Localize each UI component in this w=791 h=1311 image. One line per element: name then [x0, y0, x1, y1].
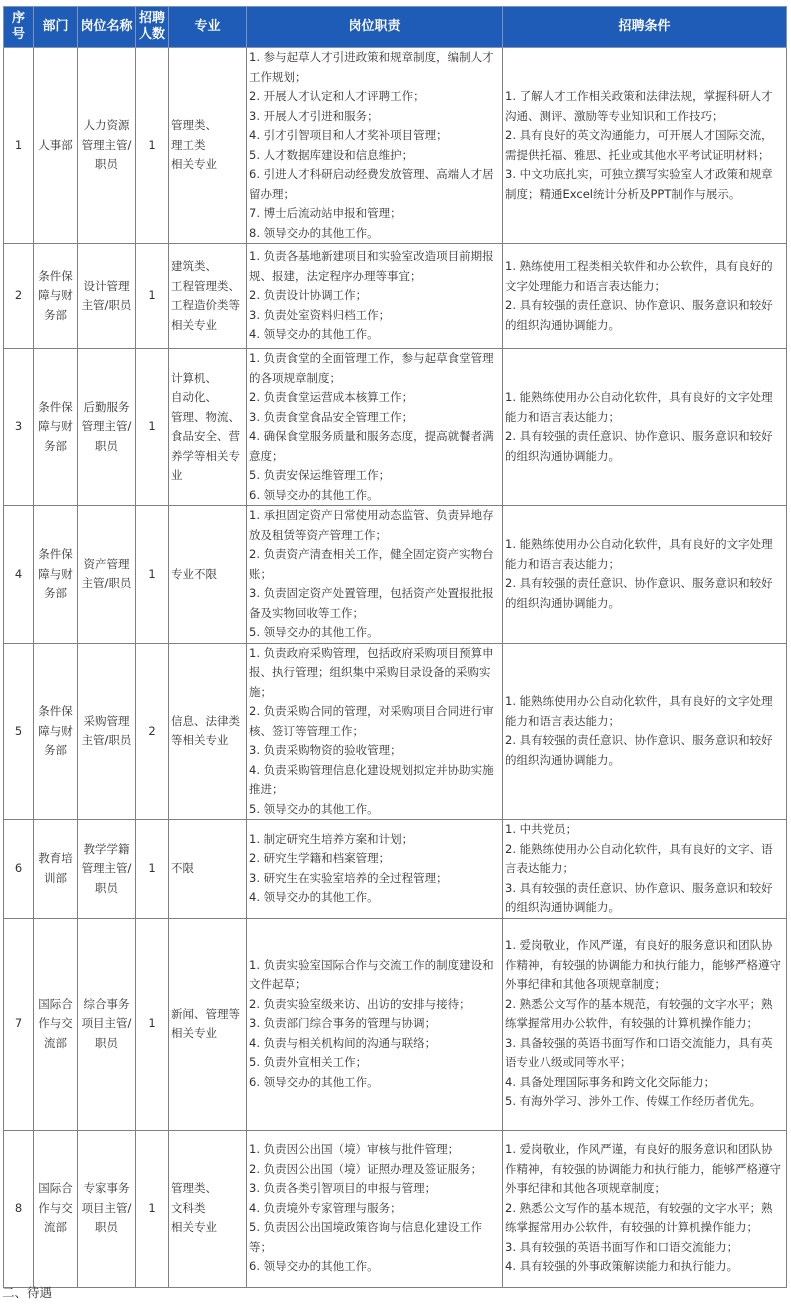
table-row: [4, 820, 787, 919]
cell-dept: 条件保障与财务部: [34, 349, 78, 506]
cell-dept: 国际合作与交流部: [34, 918, 78, 1130]
cell-no: 5: [4, 643, 34, 820]
cell-count: 1: [136, 918, 169, 1130]
cell-no: 2: [4, 244, 34, 349]
cell-position: 采购管理主管/职员: [78, 643, 136, 820]
cell-dept: 条件保障与财务部: [34, 244, 78, 349]
cell-duties: 1. 负责因公出国（境）审核与批件管理； 2. 负责因公出国（境）证照办理及签证服务； 3. 负责各类引智项目的申报与管理； 4. 负责境外专家管理与服务； 5. 负责因公出国境政策咨询与信息化建设工作等； 6. 领导交办的其他工作。: [247, 1130, 503, 1287]
cell-requirements: 1. 能熟练使用办公自动化软件，具有良好的文字处理能力和语言表达能力； 2. 具有较强的责任意识、协作意识、服务意识和较好的组织沟通协调能力。: [503, 506, 787, 644]
header-count: 招聘人数: [136, 7, 169, 48]
table-row: [4, 918, 787, 1130]
cell-major: 专业不限: [169, 506, 247, 644]
cell-no: 7: [4, 918, 34, 1130]
section-heading-benefits: 二、待遇: [2, 1285, 53, 1300]
cell-count: 1: [136, 349, 169, 506]
cell-count: 2: [136, 643, 169, 820]
cell-duties: 1. 承担固定资产日常使用动态监管、负责异地存放及租赁等资产管理工作； 2. 负责资产清查相关工作，健全固定资产实物台账； 3. 负责固定资产处置管理，包括资产处置报批报备及实物回收等工作； 5. 领导交办的其他工作。: [247, 506, 503, 644]
cell-dept: 条件保障与财务部: [34, 506, 78, 644]
cell-major: 建筑类、 工程管理类、工程造价类等相关专业: [169, 244, 247, 349]
cell-no: 4: [4, 506, 34, 644]
cell-duties: 1. 参与起草人才引进政策和规章制度，编制人才工作规划； 2. 开展人才认定和人才评聘工作； 3. 开展人才引进和服务； 4. 引才引智项目和人才奖补项目管理； 5. 人才数据库建设和信息维护； 6. 引进人才科研启动经费发放管理、高端人才居留办理； 7. 博士后流动站申报和管理； 8. 领导交办的其他工作。: [247, 48, 503, 244]
cell-no: 6: [4, 820, 34, 919]
header-requirements: 招聘条件: [503, 7, 787, 48]
cell-count: 1: [136, 820, 169, 919]
table-row: [4, 349, 787, 506]
cell-duties: 1. 负责政府采购管理，包括政府采购项目预算申报、执行管理；组织集中采购目录设备的采购实施； 2. 负责采购合同的管理，对采购项目合同进行审核、签订等管理工作； 3. 负责采购物资的验收管理； 4. 负责采购管理信息化建设规划拟定并协助实施推进； 5. 领导交办的其他工作。: [247, 643, 503, 820]
cell-position: 设计管理主管/职员: [78, 244, 136, 349]
cell-duties: 1. 制定研究生培养方案和计划； 2. 研究生学籍和档案管理； 3. 研究生在实验室培养的全过程管理； 4. 领导交办的其他工作。: [247, 820, 503, 919]
cell-position: 后勤服务管理主管/职员: [78, 349, 136, 506]
cell-count: 1: [136, 506, 169, 644]
cell-position: 人力资源管理主管/职员: [78, 48, 136, 244]
cell-duties: 1. 负责各基地新建项目和实验室改造项目前期报规、报建，法定程序办理等事宜； 2. 负责设计协调工作； 3. 负责处室资料归档工作； 4. 领导交办的其他工作。: [247, 244, 503, 349]
cell-major: 管理类、 文科类 相关专业: [169, 1130, 247, 1287]
cell-duties: 1. 负责食堂的全面管理工作，参与起草食堂管理的各项规章制度； 2. 负责食堂运营成本核算工作； 3. 负责食堂食品安全管理工作； 4. 确保食堂服务质量和服务态度，提高就餐者满意度； 5. 负责安保运维管理工作； 6. 领导交办的其他工作。: [247, 349, 503, 506]
header-duties: 岗位职责: [247, 7, 503, 48]
cell-dept: 条件保障与财务部: [34, 643, 78, 820]
cell-no: 1: [4, 48, 34, 244]
recruitment-table: [3, 6, 787, 1288]
table-row: [4, 1130, 787, 1287]
cell-major: 计算机、 自动化、 管理、物流、食品安全、营养学等相关专业: [169, 349, 247, 506]
cell-requirements: 1. 能熟练使用办公自动化软件，具有良好的文字处理能力和语言表达能力； 2. 具有较强的责任意识、协作意识、服务意识和较好的组织沟通协调能力。: [503, 643, 787, 820]
table-row: [4, 244, 787, 349]
cell-duties: 1. 负责实验室国际合作与交流工作的制度建设和文件起草； 2. 负责实验室级来访、出访的安排与接待； 3. 负责部门综合事务的管理与协调； 4. 负责与相关机构间的沟通与联络； 5. 负责外宣相关工作； 6. 领导交办的其他工作。: [247, 918, 503, 1130]
cell-major: 信息、法律类等相关专业: [169, 643, 247, 820]
cell-major: 不限: [169, 820, 247, 919]
cell-position: 教学学籍管理主管/职员: [78, 820, 136, 919]
cell-requirements: 1. 爱岗敬业，作风严谨，有良好的服务意识和团队协作精神，有较强的协调能力和执行能力，能够严格遵守外事纪律和其他各项规章制度； 2. 熟悉公文写作的基本规范，有较强的文字水平；熟练掌握常用办公软件，有较强的计算机操作能力； 3. 具有较强的英语书面写作和口语交流能力； 4. 具有较强的外事政策解读能力和执行能力。: [503, 1130, 787, 1287]
header-dept: 部门: [34, 7, 78, 48]
cell-position: 资产管理主管/职员: [78, 506, 136, 644]
header-no: 序号: [4, 7, 34, 48]
cell-dept: 教育培训部: [34, 820, 78, 919]
table-header-row: [4, 7, 787, 48]
header-position: 岗位名称: [78, 7, 136, 48]
cell-major: 管理类、 理工类 相关专业: [169, 48, 247, 244]
cell-count: 1: [136, 1130, 169, 1287]
header-major: 专业: [169, 7, 247, 48]
cell-position: 专家事务项目主管/职员: [78, 1130, 136, 1287]
cell-no: 3: [4, 349, 34, 506]
cell-requirements: 1. 中共党员； 2. 能熟练使用办公自动化软件，具有良好的文字、语言表达能力； 3. 具有较强的责任意识、协作意识、服务意识和较好的组织沟通协调能力。: [503, 820, 787, 919]
table-row: [4, 643, 787, 820]
table-row: [4, 506, 787, 644]
table-row: [4, 48, 787, 244]
cell-requirements: 1. 爱岗敬业，作风严谨，有良好的服务意识和团队协作精神，有较强的协调能力和执行能力，能够严格遵守外事纪律和其他各项规章制度； 2. 熟悉公文写作的基本规范，有较强的文字水平；熟练掌握常用办公软件，有较强的计算机操作能力； 3. 具备较强的英语书面写作和口语交流能力，具有英语专业八级或同等水平； 4. 具备处理国际事务和跨文化交际能力； 5. 有海外学习、涉外工作、传媒工作经历者优先。: [503, 918, 787, 1130]
cell-dept: 人事部: [34, 48, 78, 244]
cell-no: 8: [4, 1130, 34, 1287]
cell-count: 1: [136, 244, 169, 349]
cell-major: 新闻、管理等相关专业: [169, 918, 247, 1130]
cell-requirements: 1. 了解人才工作相关政策和法律法规，掌握科研人才沟通、测评、激励等专业知识和工作技巧； 2. 具有良好的英文沟通能力，可开展人才国际交流，需提供托福、雅思、托业或其他水平考试证明材料； 3. 中文功底扎实，可独立撰写实验室人才政策和规章制度；精通Excel统计分析及PPT制作与展示。: [503, 48, 787, 244]
cell-requirements: 1. 能熟练使用办公自动化软件，具有良好的文字处理能力和语言表达能力； 2. 具有较强的责任意识、协作意识、服务意识和较好的组织沟通协调能力。: [503, 349, 787, 506]
cell-requirements: 1. 熟练使用工程类相关软件和办公软件，具有良好的文字处理能力和语言表达能力； 2. 具有较强的责任意识、协作意识、服务意识和较好的组织沟通协调能力。: [503, 244, 787, 349]
cell-dept: 国际合作与交流部: [34, 1130, 78, 1287]
cell-count: 1: [136, 48, 169, 244]
cell-position: 综合事务项目主管/职员: [78, 918, 136, 1130]
